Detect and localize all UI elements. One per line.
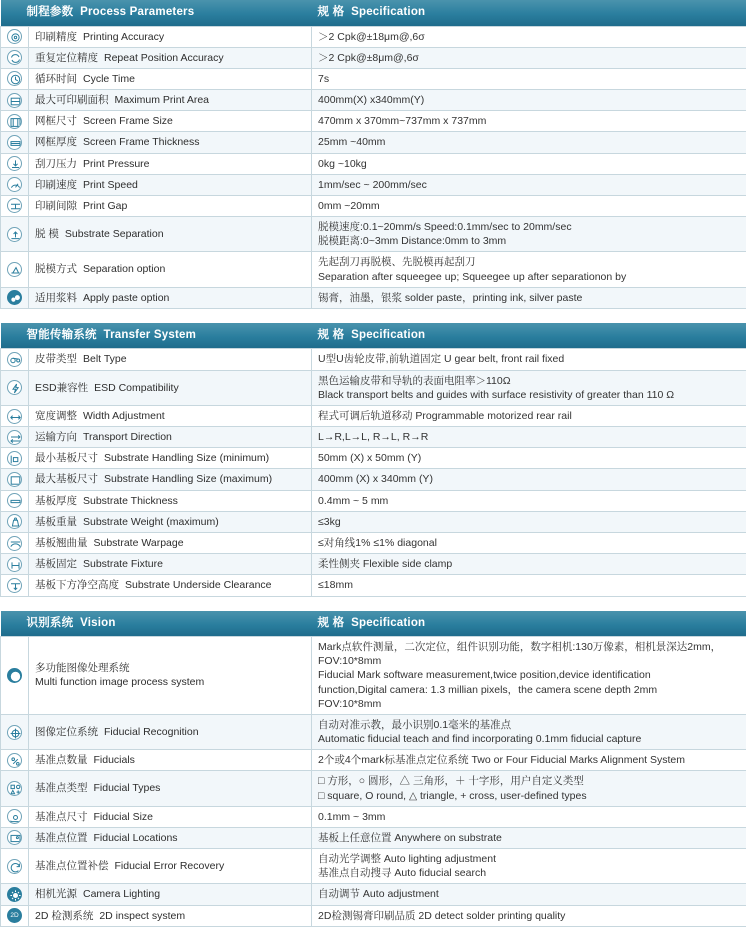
section-title-process [1,0,312,26]
row-icon-cell [1,750,29,771]
row-icon-cell [1,349,29,370]
table-row [1,771,746,806]
row-value [312,287,746,308]
row-value [312,750,746,771]
row-label-en: Fiducial Error Recovery [115,860,225,872]
row-icon-cell [1,532,29,553]
table-row [1,827,746,848]
row-label-en: Print Gap [83,200,127,212]
row-value-line: Automatic fiducial teach and find incorporating 0.1mm fiducial capture [318,732,740,746]
section-title-en: Process Parameters [80,6,194,18]
row-value-line: U型U齿轮皮带,前轨道固定 U gear belt, front rail fixed [318,352,740,366]
row-label-en: Camera Lighting [83,888,160,900]
section-vision [0,611,746,927]
row-value [312,47,746,68]
table-row [1,806,746,827]
row-icon-cell [1,252,29,287]
row-icon-cell [1,905,29,926]
row-icon-cell [1,26,29,47]
row-icon-cell [1,469,29,490]
row-icon-cell [1,90,29,111]
row-value [312,806,746,827]
print-area-icon [7,93,22,108]
table-row [1,90,746,111]
section-title-cn: 识别系统 [27,617,74,629]
separation-option-icon [7,262,22,277]
table-row [1,174,746,195]
row-label [29,90,312,111]
row-value-line: 25mm ~40mm [318,135,740,149]
table-row [1,111,746,132]
max-size-icon [7,472,22,487]
section-title-vision [1,611,312,637]
row-label-en: Fiducials [94,754,135,766]
direction-icon [7,430,22,445]
weight-icon [7,514,22,529]
row-value [312,771,746,806]
row-label-en: Multi function image process system [35,675,305,689]
row-value-line: 柔性侧夹 Flexible side clamp [318,557,740,571]
fiducial-types-icon [7,781,22,796]
row-label [29,287,312,308]
spec-label-en: Specification [351,6,425,18]
table-row [1,195,746,216]
row-value-line: 自动光学调整 Auto lighting adjustment [318,852,740,866]
row-value [312,532,746,553]
row-value [312,884,746,905]
row-icon-cell [1,884,29,905]
row-value-line: 2D检测锡膏印刷品质 2D detect solder printing quality [318,909,740,923]
row-icon-cell [1,405,29,426]
row-label-cn: 循环时间 [35,73,77,85]
row-label-cn: 网框厚度 [35,136,77,148]
row-icon-cell [1,827,29,848]
min-size-icon [7,451,22,466]
target-icon [7,29,22,44]
row-value-line: 锡膏，油墨，银浆 solder paste，printing ink, silver paste [318,291,740,305]
frame-size-icon [7,114,22,129]
table-row [1,47,746,68]
row-label [29,490,312,511]
row-label [29,252,312,287]
row-value [312,405,746,426]
row-label [29,554,312,575]
spec-label-en: Specification [351,329,425,341]
table-row [1,511,746,532]
row-label-en: Screen Frame Size [83,115,173,127]
row-label-cn: 最大基板尺寸 [35,473,98,485]
row-label [29,195,312,216]
table-row [1,448,746,469]
warpage-icon [7,536,22,551]
section-title-cn: 智能传输系统 [27,329,97,341]
row-label-cn: 基板重量 [35,516,77,528]
row-value-line: Separation after squeegee up; Squeegee up after separationon by [318,270,740,284]
table-row [1,68,746,89]
row-value-line: L→R,L→L, R→L, R→R [318,430,740,444]
row-value-line: 自动调节 Auto adjustment [318,887,740,901]
row-label-cn: 相机光源 [35,888,77,900]
row-value-line: 7s [318,72,740,86]
row-icon-cell [1,153,29,174]
section-spec-title-process [312,0,746,26]
section-header-vision [1,611,746,637]
row-label-cn: 基板下方净空高度 [35,579,119,591]
row-label-en: Substrate Handling Size (maximum) [104,473,272,485]
speed-icon [7,177,22,192]
section-header-transfer [1,323,746,349]
row-label [29,47,312,68]
row-value [312,174,746,195]
clearance-icon [7,578,22,593]
table-row [1,252,746,287]
row-label-en: Print Pressure [83,158,150,170]
belt-icon [7,352,22,367]
row-icon-cell [1,47,29,68]
clock-icon [7,71,22,86]
row-label-cn: 基板固定 [35,558,77,570]
inspect-2d-icon [7,908,22,923]
paste-icon [7,290,22,305]
spec-label-cn: 规 格 [318,6,345,18]
row-value [312,637,746,715]
row-label-cn: 印刷精度 [35,31,77,43]
section-spec-title-transfer [312,323,746,349]
row-value-line: 基板上任意位置 Anywhere on substrate [318,831,740,845]
row-icon-cell [1,195,29,216]
table-row [1,490,746,511]
row-label [29,217,312,252]
row-value [312,90,746,111]
row-value [312,490,746,511]
table-row [1,554,746,575]
row-value-line: ≤3kg [318,515,740,529]
row-value [312,427,746,448]
row-label [29,884,312,905]
row-label-cn: 重复定位精度 [35,52,98,64]
row-label [29,575,312,596]
row-icon-cell [1,490,29,511]
row-icon-cell [1,370,29,405]
row-label-en: Transport Direction [83,431,172,443]
row-label-cn: 适用浆料 [35,292,77,304]
row-label-cn: 刮刀压力 [35,158,77,170]
row-label [29,405,312,426]
row-label-cn: 2D 检测系统 [35,910,93,922]
row-value [312,714,746,749]
section-title-en: Transfer System [104,329,197,341]
row-icon-cell [1,68,29,89]
row-value [312,349,746,370]
row-value [312,26,746,47]
row-label-cn: ESD兼容性 [35,382,88,394]
row-label-en: Printing Accuracy [83,31,164,43]
row-label [29,427,312,448]
row-icon-cell [1,217,29,252]
table-row [1,884,746,905]
row-label-cn: 基准点类型 [35,782,88,794]
fiducial-size-icon [7,809,22,824]
section-header-process [1,0,746,26]
row-icon-cell [1,637,29,715]
row-value-line: ≤对角线1% ≤1% diagonal [318,536,740,550]
table-row [1,714,746,749]
gap-icon [7,198,22,213]
row-value-line: Black transport belts and guides with surface resistivity of greater than 110 Ω [318,388,740,402]
row-label-en: Belt Type [83,353,127,365]
row-label [29,806,312,827]
row-icon-cell [1,849,29,884]
spec-label-cn: 规 格 [318,329,345,341]
table-row [1,153,746,174]
row-label-en: Separation option [83,263,165,275]
row-value-line: function,Digital camera: 1.3 millian pixels，the camera scene depth 2mm [318,683,740,697]
table-row [1,575,746,596]
row-label [29,111,312,132]
row-label [29,370,312,405]
row-label-cn: 图像定位系统 [35,726,98,738]
table-row [1,427,746,448]
row-value-line: 0.1mm ~ 3mm [318,810,740,824]
table-row [1,750,746,771]
table-row [1,849,746,884]
table-row [1,287,746,308]
row-value [312,554,746,575]
row-value [312,849,746,884]
table-row [1,132,746,153]
section-title-cn: 制程参数 [27,6,74,18]
row-value [312,905,746,926]
row-label [29,827,312,848]
section-process [0,0,746,309]
row-label [29,511,312,532]
row-value-line: Fiducial Mark software measurement,twice position,device identification [318,668,740,682]
row-label [29,469,312,490]
row-icon-cell [1,554,29,575]
row-value-line: ≤18mm [318,578,740,592]
row-value-line: 黑色运输皮带和导轨的表面电阻率＞110Ω [318,374,740,388]
row-label-en: ESD Compatibility [94,382,179,394]
section-title-transfer [1,323,312,349]
row-label-en: Substrate Fixture [83,558,163,570]
row-label-en: Substrate Thickness [83,495,178,507]
row-label-cn: 最小基板尺寸 [35,452,98,464]
row-icon-cell [1,427,29,448]
row-icon-cell [1,132,29,153]
row-label-en: Apply paste option [83,292,169,304]
row-icon-cell [1,714,29,749]
row-label-cn: 皮带类型 [35,353,77,365]
row-value [312,153,746,174]
row-label [29,26,312,47]
row-label-cn: 基准点数量 [35,754,88,766]
row-value-line: 2个或4个mark标基准点定位系统 Two or Four Fiducial Marks Alignment System [318,753,740,767]
row-value [312,68,746,89]
row-label-cn: 脱 模 [35,228,59,240]
row-label-en: Screen Frame Thickness [83,136,200,148]
row-value-line: 0mm ~20mm [318,199,740,213]
row-label-cn: 印刷间隙 [35,200,77,212]
row-label-en: Substrate Warpage [94,537,184,549]
fiducial-recognition-icon [7,725,22,740]
spec-label-cn: 规 格 [318,617,345,629]
frame-thickness-icon [7,135,22,150]
section-transfer [0,323,746,597]
table-row [1,349,746,370]
row-label-cn: 基板翘曲量 [35,537,88,549]
row-label-cn: 脱模方式 [35,263,77,275]
fiducial-location-icon [7,830,22,845]
row-value-line: 基准点自动搜寻 Auto fiducial search [318,866,740,880]
table-row [1,637,746,715]
row-label [29,637,312,715]
row-value [312,511,746,532]
row-value-line: FOV:10*8mm [318,697,740,711]
row-label-en: Maximum Print Area [115,94,210,106]
image-process-icon [7,668,22,683]
section-title-en: Vision [80,617,116,629]
row-label [29,714,312,749]
row-label [29,532,312,553]
row-label-cn: 多功能图像处理系统 [35,661,299,675]
row-icon-cell [1,111,29,132]
row-value [312,132,746,153]
fiducial-count-icon [7,753,22,768]
separation-icon [7,227,22,242]
row-label-en: Fiducial Recognition [104,726,199,738]
row-value-line: 先起刮刀再脱模、先脱模再起刮刀 [318,255,740,269]
thickness-icon [7,493,22,508]
table-row [1,532,746,553]
row-label [29,349,312,370]
row-icon-cell [1,287,29,308]
row-label-en: Fiducial Locations [94,832,178,844]
row-label-cn: 印刷速度 [35,179,77,191]
row-value [312,448,746,469]
width-adjust-icon [7,409,22,424]
table-row [1,370,746,405]
row-label-en: Fiducial Size [94,811,154,823]
row-value-line: Mark点软件测量，二次定位，组件识别功能，数字相机:130万像素，相机景深达2mm， [318,640,740,654]
row-label [29,153,312,174]
row-label [29,905,312,926]
row-value [312,370,746,405]
table-row [1,469,746,490]
row-label-cn: 基准点尺寸 [35,811,88,823]
row-label-en: Width Adjustment [83,410,165,422]
fixture-icon [7,557,22,572]
row-icon-cell [1,511,29,532]
row-value [312,217,746,252]
row-icon-cell [1,806,29,827]
row-label [29,849,312,884]
repeat-position-icon [7,50,22,65]
row-label-cn: 网框尺寸 [35,115,77,127]
row-value-line: 50mm (X) x 50mm (Y) [318,451,740,465]
row-value-line: □ square, O round, △ triangle, + cross, user-defined types [318,789,740,803]
row-value-line: 400mm (X) x 340mm (Y) [318,472,740,486]
row-value [312,195,746,216]
table-row [1,405,746,426]
row-value-line: 0.4mm ~ 5 mm [318,494,740,508]
row-value-line: 自动对准示教，最小识别0.1毫米的基准点 [318,718,740,732]
row-label-en: Print Speed [83,179,138,191]
row-value-line: 0kg ~10kg [318,157,740,171]
pressure-icon [7,156,22,171]
row-label-en: Substrate Underside Clearance [125,579,272,591]
row-icon-cell [1,174,29,195]
row-icon-cell [1,448,29,469]
row-value-line: 脱模距离:0~3mm Distance:0mm to 3mm [318,234,740,248]
row-value-line: 400mm(X) x340mm(Y) [318,93,740,107]
row-value-line: 1mm/sec ~ 200mm/sec [318,178,740,192]
row-value-line: FOV:10*8mm [318,654,740,668]
row-label-en: Fiducial Types [94,782,161,794]
row-label [29,750,312,771]
section-spec-title-vision [312,611,746,637]
row-value-line: 470mm x 370mm~737mm x 737mm [318,114,740,128]
row-value-line: 程式可调后轨道移动 Programmable motorized rear rail [318,409,740,423]
row-icon-cell [1,575,29,596]
row-label-cn: 基准点位置补偿 [35,860,109,872]
table-row [1,26,746,47]
row-label-cn: 运输方向 [35,431,77,443]
row-value [312,111,746,132]
row-label-en: Substrate Weight (maximum) [83,516,219,528]
row-label-en: Repeat Position Accuracy [104,52,224,64]
row-label-cn: 最大可印刷面积 [35,94,109,106]
row-value-line: 脱模速度:0.1~20mm/s Speed:0.1mm/sec to 20mm/sec [318,220,740,234]
spec-label-en: Specification [351,617,425,629]
icon-text: 2D [8,909,21,922]
row-value-line: ＞2 Cpk@±18μm@,6σ [318,30,740,44]
row-label-en: Cycle Time [83,73,135,85]
row-label [29,448,312,469]
row-label [29,132,312,153]
row-value-line: ＞2 Cpk@±8μm@,6σ [318,51,740,65]
row-label-en: 2D inspect system [99,910,185,922]
row-label-cn: 基准点位置 [35,832,88,844]
esd-icon [7,380,22,395]
row-value [312,827,746,848]
row-value [312,469,746,490]
row-label [29,68,312,89]
row-label-en: Substrate Handling Size (minimum) [104,452,269,464]
row-label-en: Substrate Separation [65,228,164,240]
row-label [29,771,312,806]
row-label-cn: 宽度调整 [35,410,77,422]
camera-light-icon [7,887,22,902]
table-row [1,905,746,926]
row-value [312,252,746,287]
row-value-line: □ 方形，○ 圆形，△ 三角形，＋ 十字形，用户自定义类型 [318,774,740,788]
table-row [1,217,746,252]
row-value [312,575,746,596]
row-label [29,174,312,195]
error-recovery-icon [7,859,22,874]
row-icon-cell [1,771,29,806]
row-label-cn: 基板厚度 [35,495,77,507]
